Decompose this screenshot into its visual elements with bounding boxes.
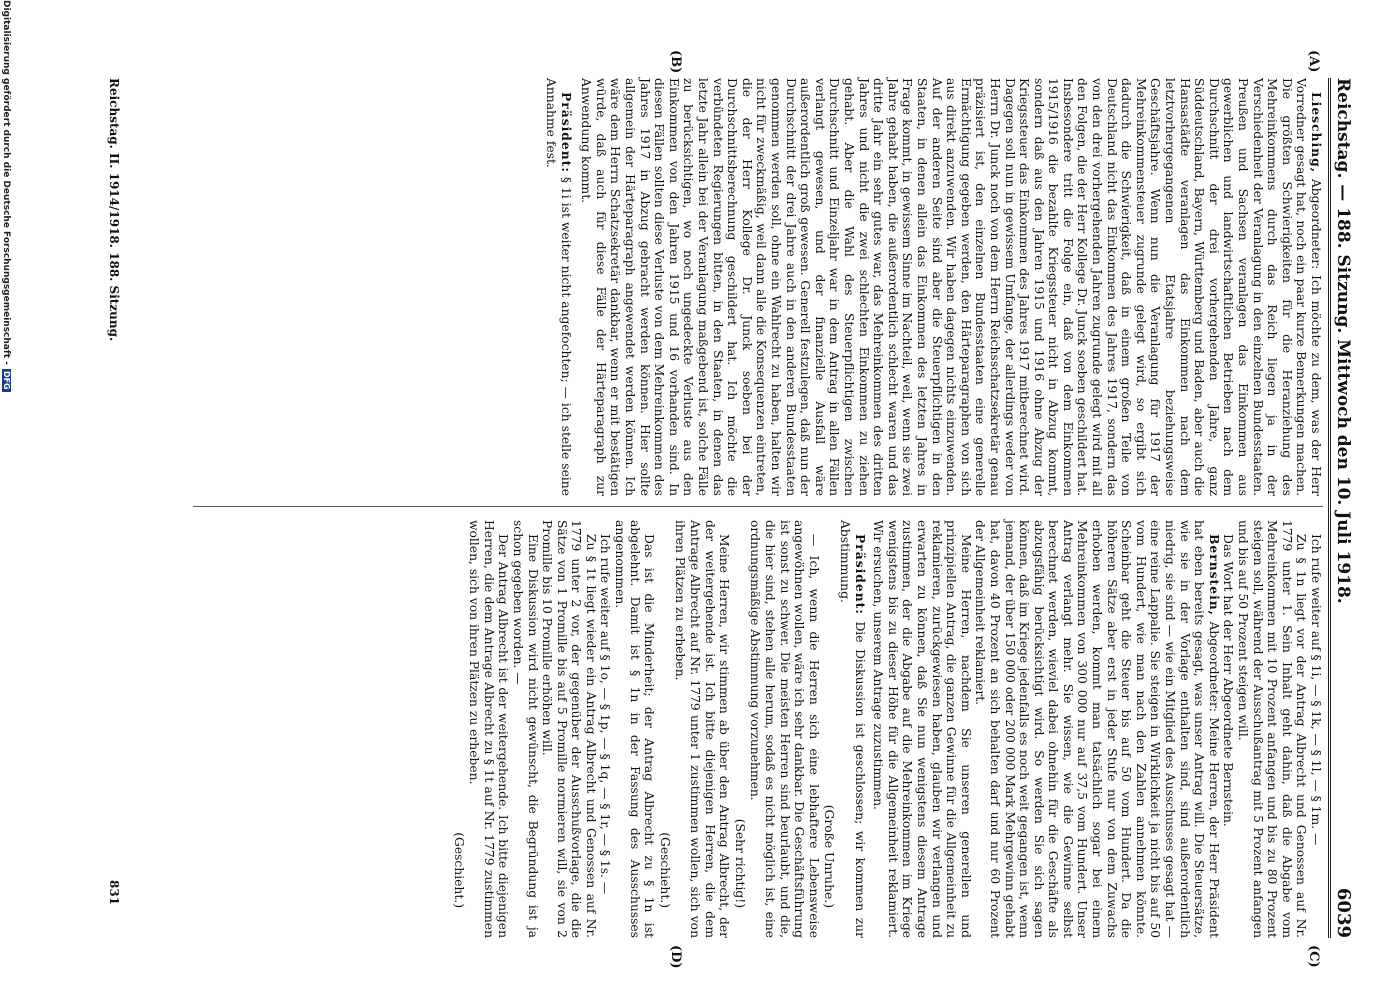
speech-text: Abgeordneter: Meine Herren, der Herr Präsident hat eben bereits gesagt, was unser Antrag will. Die Steuersätze, wie sie in der Vorlage enthalten sind, sind außerordentlich niedrig, sie sind — wie ein Mitglied des Ausschusses gesagt hat — eine reine Lappalie. Sie steigen in Wirklichkeit ja nicht bis auf 50 vom Hundert, wie man nach den Zahlen annehmen könnte. Scheinbar geht die Steuer bis auf 50 vom Hundert. Da die höheren Sätze aber erst in jeder Stufe nur von dem Zuwachs erhoben werden, kommt man tatsächlich sogar bei einem Mehreinkommen von 300 000 nur auf 37,5 vom Hundert. Unser Antrag verlangt mehr. Sie wissen, wie die Gewinne selbst berechnet werden, wieviel dabei ohnehin für die Geschäfte als abzugsfähig berücksichtigt wird. So werden Sie sich sagen können, daß im Kriege jedenfalls es noch weit gegangen ist, wenn jemand, der über 150 000 oder 200 000 Mark Mehrgewinn gehabt hat, davon 40 Prozent an sich behalten darf und nur 60 Prozent der Allgemeinheit reklamiert.	[973, 520, 1221, 938]
paragraph: Das ist die Minderheit; der Antrag Albrecht zu § 1n ist abgelehnt. Damit ist § 1n in der Fassung des Ausschusses angenommen.	[613, 520, 657, 938]
column-divider	[193, 506, 1323, 507]
paragraph: Das Wort hat der Herr Abgeordnete Bernstein.	[1221, 534, 1236, 827]
footer-page-number: 831	[107, 880, 121, 906]
paragraph: Ich rufe weiter auf § 1i, — § 1k, — § 1l, — § 1m. —	[1309, 534, 1323, 846]
interjection: (Sehr richtig!)	[732, 818, 747, 908]
margin-marker-d: (D)	[668, 945, 683, 969]
paragraph: Meine Herren, nachdem Sie unseren generellen und prinzipiellen Antrag, die ganzen Gewinne für die Allgemeinheit zu reklamieren, zurückgewiesen haben, glauben wir verlangen und erwarten zu können, daß Sie nun wenigstens diesem Antrage zustimmen, der die Abgabe auf die Mehreinkommen im Kriege wenigstens bis zu dieser Höhe für die Allgemeinheit reklamiert. Wir ersuchen, unserem Antrage zuzustimmen.	[871, 520, 973, 938]
paragraph: Der Antrag Albrecht ist der weitergehende. Ich bitte diejenigen Herren, die dem Antrage Albrecht zu § 1t auf Nr. 1779 zustimmen wollen, sich von ihren Plätzen zu erheben.	[467, 520, 511, 938]
interjection: (Große Unruhe.)	[822, 804, 837, 908]
paragraph: — Ich, wenn die Herren sich eine lebhaftere Lebensweise angewöhnen wollen, wäre ich sehr dankbar. Die Geschäftsführung ist sonst zu schwer. Die meisten Herren sind beurlaubt, und die, die hier sind, stehen alle herum, sodaß es nicht möglich ist, eine ordnungsmäßige Abstimmung vorzunehmen.	[748, 520, 821, 938]
speech-liesching	[579, 78, 1323, 496]
speaker-name: Bernstein,	[1206, 534, 1222, 616]
interjection: (Geschieht.)	[451, 832, 466, 908]
speech-text: Abgeordneter: Ich möchte zu dem, was der Herr Vorredner gesagt hat, noch ein paar kurze Bemerkungen machen. Die größten Schwierigkeiten für die Heranziehung des Mehreinkommens durch das Reich liegen ja in der Verschiedenheit der Veranlagung in den einzelnen Bundesstaaten. Preußen und Sachsen veranlagen das Einkommen aus gewerblichen und landwirtschaftlichen Betrieben nach dem Durchschnitt der drei vorhergehenden Jahre, ganz Süddeutschland, Bayern, Württemberg und Baden, aber auch die Hansastädte veranlagen das Einkommen nach dem letztvorhergegangenen Etatsjahre beziehungsweise Geschäftsjahre. Wenn nun die Veranlagung für 1917 der Mehreinkommensteuer zugrunde gelegt wird, so ergibt sich dadurch die Schwierigkeit, daß in einem großen Teile von Deutschland nicht das Einkommen des Jahres 1917, sondern das von den drei vorhergehenden Jahren zugrunde gelegt wird mit all den Folgen, die der Herr Kollege Dr. Junck soeben geschildert hat. Insbesondere tritt die Folge ein, daß von dem Einkommen 1915/1916 die bezahlte Kriegssteuer nicht in Abzug kommt, sondern daß aus den Jahren 1915 und 1916 ohne Abzug der Kriegssteuer das Einkommen des Jahres 1917 mitberechnet wird. Dagegen soll nun in gewissem Umfange, der allerdings weder von Herrn Dr. Junck noch von dem Herrn Reichsschatzsekretär genau präzisiert ist, den einzelnen Bundesstaaten eine generelle Ermächtigung gegeben werden, den Härteparagraphen von sich aus direkt anzuwenden. Wir haben dagegen nichts einzuwenden. Auf der anderen Seite sind aber die Steuerpflichtigen in den Staaten, in denen allein das Einkommen des letzten Jahres in Frage kommt, in gewissem Sinne im Nachteil, weil, wenn sie zwei Jahre gehabt haben, die außerordentlich schlecht waren und das dritte Jahr ein sehr gutes war, das Mehreinkommen des dritten Jahres und nicht die zwei schlechten Einkommen zu ziehen gehabt. Aber die Wahl des Steuerpflichtigen zwischen Durchschnitt und Einzeljahr war in dem Antrag in allen Fällen verlangt gewesen, und der finanzielle Ausfall wäre außerordentlich groß gewesen. Generell festzulegen, daß nun der Durchschnitt der drei Jahre auch in den anderen Bundesstaaten genommen werden soll, ohne ein Wahlrecht zu haben, halten wir nicht für zweckmäßig, weil dann alle die Konsequenzen eintreten, die der Herr Kollege Dr. Junck soeben bei der Durchschnittsberechnung geschildert hat. Ich möchte die verbündeten Regierungen bitten, in den Staaten, in denen das letzte Jahr allein bei der Veranlagung maßgebend ist, solche Fälle zu berücksichtigen, wo noch ungedeckte Verluste aus den Einkommen von den Jahren 1915 und 16 vorhanden sind. In diesen Fällen sollten diese Verluste von dem Mehreinkommen des Jahres 1917 in Abzug gebracht werden können. Hier sollte allgemein der Härteparagraph angewendet werden können. Ich wäre dem Herrn Schatzsekretär dankbar, wenn er mit bestätigen würde, daß auch für diese Fälle der Härteparagraph zur Anwendung kommt.	[579, 78, 1323, 496]
margin-marker-b: (B)	[668, 50, 683, 74]
paragraph: Ich rufe weiter auf § 1o, — § 1p, — § 1q, — § 1r, — § 1s. —	[598, 534, 613, 895]
speaker-name: Präsident:	[852, 534, 868, 615]
right-column	[450, 520, 1323, 938]
speaker-name: Liesching,	[1309, 92, 1324, 173]
footer-signature: Reichstag. II. 1914/1918. 188. Sitzung.	[107, 78, 121, 342]
speech-text: § 1i ist weiter nicht angefochten; — ich stelle seine Annahme fest.	[544, 78, 573, 496]
paragraph: Eine Diskussion wird nicht gewünscht, die Begründung ist ja schon gegeben worden. —	[510, 520, 540, 938]
paragraph: Meine Herren, wir stimmen ab über den Antrag Albrecht, der der weitergehende ist. Ich bitte diejenigen Herren, die dem Antrage Albrecht auf Nr. 1779 unter 1 zustimmen wollen, sich von ihren Plätzen zu erheben.	[673, 520, 732, 938]
speech-bernstein	[973, 520, 1221, 938]
page-number: 6039	[1333, 887, 1354, 938]
paragraph: Zu § 1t liegt wieder ein Antrag Albrecht und Genossen auf Nr. 1779 unter 2 vor, der gegenüber der Ausschußvorlage, die die Sätze von 1 Promille bis auf 5 Promille normieren will, sie von 2 Promille bis 10 Promille erhöhen will.	[540, 520, 598, 938]
left-column	[544, 78, 1323, 496]
dfg-logo-icon: DFG	[2, 370, 11, 390]
speech-praesident	[837, 520, 866, 938]
running-head	[1328, 78, 1357, 938]
digitization-credit	[1, 0, 11, 392]
margin-marker-a: (A)	[1306, 50, 1321, 73]
speech-text: Die Diskussion ist geschlossen; wir kommen zur Abstimmung.	[838, 520, 867, 938]
speech-praesident	[544, 78, 573, 496]
credit-text: Digitalisierung gefördert durch die Deutsche Forschungsgemeinschaft -	[1, 0, 11, 365]
paragraph: Zu § 1n liegt vor der Antrag Albrecht und Genossen auf Nr. 1779 unter 1. Sein Inhalt geht dahin, daß die Abgabe vom Mehreinkommen mit 10 Prozent anfangen und bis zu 80 Prozent steigen soll, während der Ausschußantrag mit 5 Prozent anfangen und bis auf 50 Prozent steigen will.	[1236, 520, 1309, 938]
margin-marker-c: (C)	[1306, 945, 1321, 968]
interjection: (Geschieht.)	[657, 832, 672, 908]
speaker-name: Präsident:	[558, 92, 574, 173]
running-head-title: Reichstag. — 188. Sitzung. Mittwoch den 10. Juli 1918.	[1333, 78, 1353, 604]
